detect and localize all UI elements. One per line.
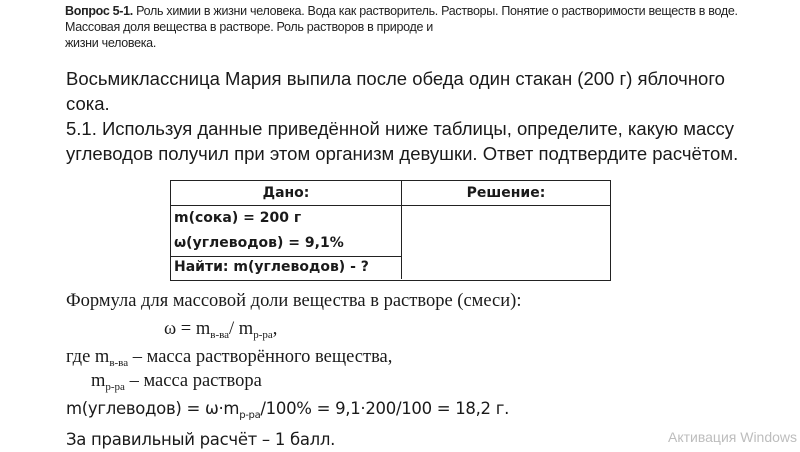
table-header-given: Дано: bbox=[171, 181, 402, 206]
formula-equation: $\omega = m_{в-ва}/$ $m_{р-ра}$, bbox=[164, 319, 278, 341]
calculation-line: m(углеводов) = $\omega\cdot m_{р-ра}/100\% = 9,1\cdot 200/100 = 18,2$ г. bbox=[66, 399, 510, 421]
formula-where-line-1: где $m_{в-ва}$ – масса растворённого вещества, bbox=[66, 347, 393, 369]
given-cell bbox=[171, 206, 402, 256]
topic-line-2: Массовая доля вещества в растворе. Роль растворов в природе и bbox=[65, 20, 433, 34]
given-solution-table bbox=[170, 180, 611, 281]
table-header-solution: Решение: bbox=[402, 181, 610, 206]
find-cell: Найти: m(углеводов) - ? bbox=[171, 256, 402, 279]
question-label: Вопрос 5-1. bbox=[65, 4, 133, 18]
formula-title: Формула для массовой доли вещества в растворе (смеси): bbox=[66, 291, 522, 311]
given-carb-fraction: ω(углеводов) = 9,1% bbox=[174, 235, 344, 251]
score-line: За правильный расчёт – 1 балл. bbox=[66, 430, 336, 449]
task-intro: Восьмиклассница Мария выпила после обеда один стакан (200 г) яблочного сока. bbox=[66, 68, 725, 114]
topic-line-3: жизни человека. bbox=[65, 36, 156, 50]
task-text bbox=[66, 66, 746, 166]
topic-text: Роль химии в жизни человека. Вода как растворитель. Растворы. Понятие о растворимости веществ в воде. bbox=[132, 4, 738, 18]
topic-header bbox=[65, 3, 765, 51]
task-question: 5.1. Используя данные приведённой ниже таблицы, определите, какую массу углеводов получил при этом организм девушки. Ответ подтвердите расчётом. bbox=[66, 118, 739, 164]
calculation-block bbox=[66, 397, 509, 452]
windows-activation-watermark: Активация Windows bbox=[668, 429, 798, 445]
solution-cell bbox=[402, 206, 610, 279]
formula-where-line-2: $m_{р-ра}$ – масса раствора bbox=[91, 371, 262, 393]
given-juice-mass: m(сока) = 200 г bbox=[174, 210, 302, 226]
